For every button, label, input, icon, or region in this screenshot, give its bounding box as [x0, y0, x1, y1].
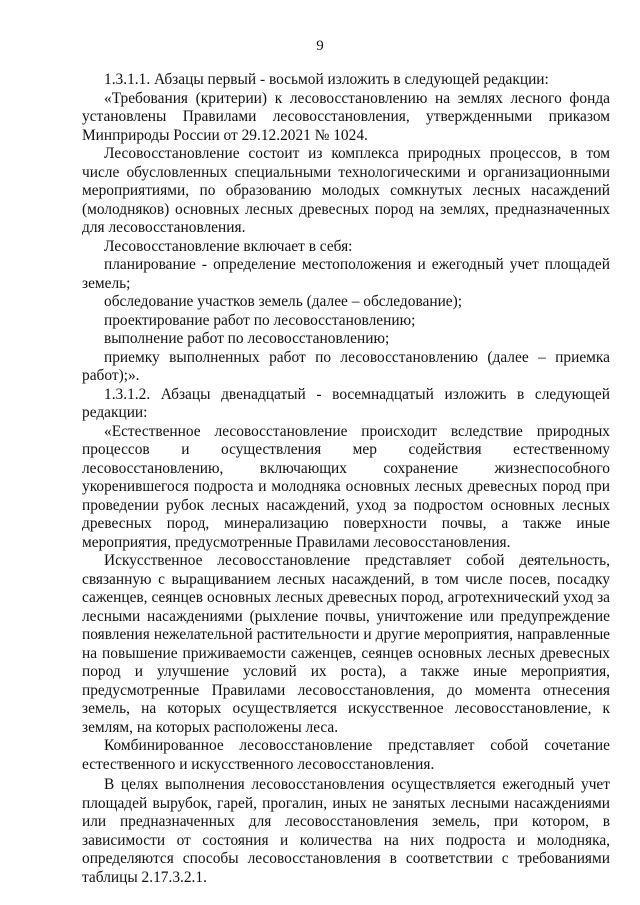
paragraph-1-3-1-2-heading: 1.3.1.2. Абзацы двенадцатый - восемнадцатый изложить в следующей редакции: — [82, 385, 610, 421]
paragraph-reforestation-definition: Лесовосстановление состоит из комплекса природных процессов, в том числе обусловленных специальными технологическими и организационными мероприятиями, по образованию молодых сомкнутых лесных насаждений (молодняков) основных лесных древесных пород на землях, предназначенных для лесовосстановления. — [82, 145, 610, 236]
paragraph-annual-accounting: В целях выполнения лесовосстановления осуществляется ежегодный учет площадей вырубок, гарей, прогалин, иных не занятых лесными насаждениями или предназначенных для лесовосстановления земель, при котором, в зависимости от состояния и количества на них подроста и молодняка, определяются способы лесовосстановления в соответствии с требованиями таблицы 2.17.3.2.1. — [82, 776, 610, 886]
paragraph-combined-reforestation: Комбинированное лесовосстановление представляет собой сочетание естественного и искусственного лесовосстановления. — [82, 737, 610, 773]
paragraph-includes: Лесовосстановление включает в себя: — [104, 237, 353, 255]
paragraph-survey: обследование участков земель (далее – обследование); — [104, 293, 463, 310]
page-number: 9 — [316, 38, 324, 54]
paragraph-natural-reforestation: «Естественное лесовосстановление происходит вследствие природных процессов и осуществления мер содействия естественному лесовосстановлению, включающих сохранение жизнеспособного укоренившегося подроста и молодняка основных лесных древесных пород при проведении рубок лесных насаждений, уход за подростом основных лесных древесных пород, минерализацию поверхности почвы, а также иные мероприятия, предусмотренные Правилами лесовосстановления. — [82, 422, 610, 551]
paragraph-acceptance: приемку выполненных работ по лесовосстановлению (далее – приемка работ);». — [82, 348, 610, 384]
paragraph-execution: выполнение работ по лесовосстановлению; — [104, 330, 390, 347]
paragraph-planning: планирование - определение местоположения и ежегодный учет площадей земель; — [82, 256, 610, 292]
paragraph-requirements: «Требования (критерии) к лесовосстановлению на землях лесного фонда установлены Правилами лесовосстановления, утвержденными приказом Минприроды России от 29.12.2021 № 1024. — [82, 89, 610, 144]
paragraph-1-3-1-1-heading: 1.3.1.1. Абзацы первый - восьмой изложить в следующей редакции: — [104, 71, 549, 88]
document-body — [82, 71, 610, 887]
paragraph-artificial-reforestation: Искусственное лесовосстановление представляет собой деятельность, связанную с выращиванием лесных насаждений, в том числе посев, посадку саженцев, сеянцев основных лесных древесных пород, агротехнический уход за лесными насаждениями (рыхление почвы, уничтожение или предупреждение появления нежелательной растительности и другие мероприятия, направленные на повышение приживаемости саженцев, сеянцев основных лесных древесных пород и улучшение условий их роста), а также иные мероприятия, предусмотренные Правилами лесовосстановления, до момента отнесения земель, на которых осуществляется искусственное лесовосстановление, к землям, на которых расположены леса. — [82, 552, 610, 736]
paragraph-design: проектирование работ по лесовосстановлению; — [104, 311, 416, 329]
